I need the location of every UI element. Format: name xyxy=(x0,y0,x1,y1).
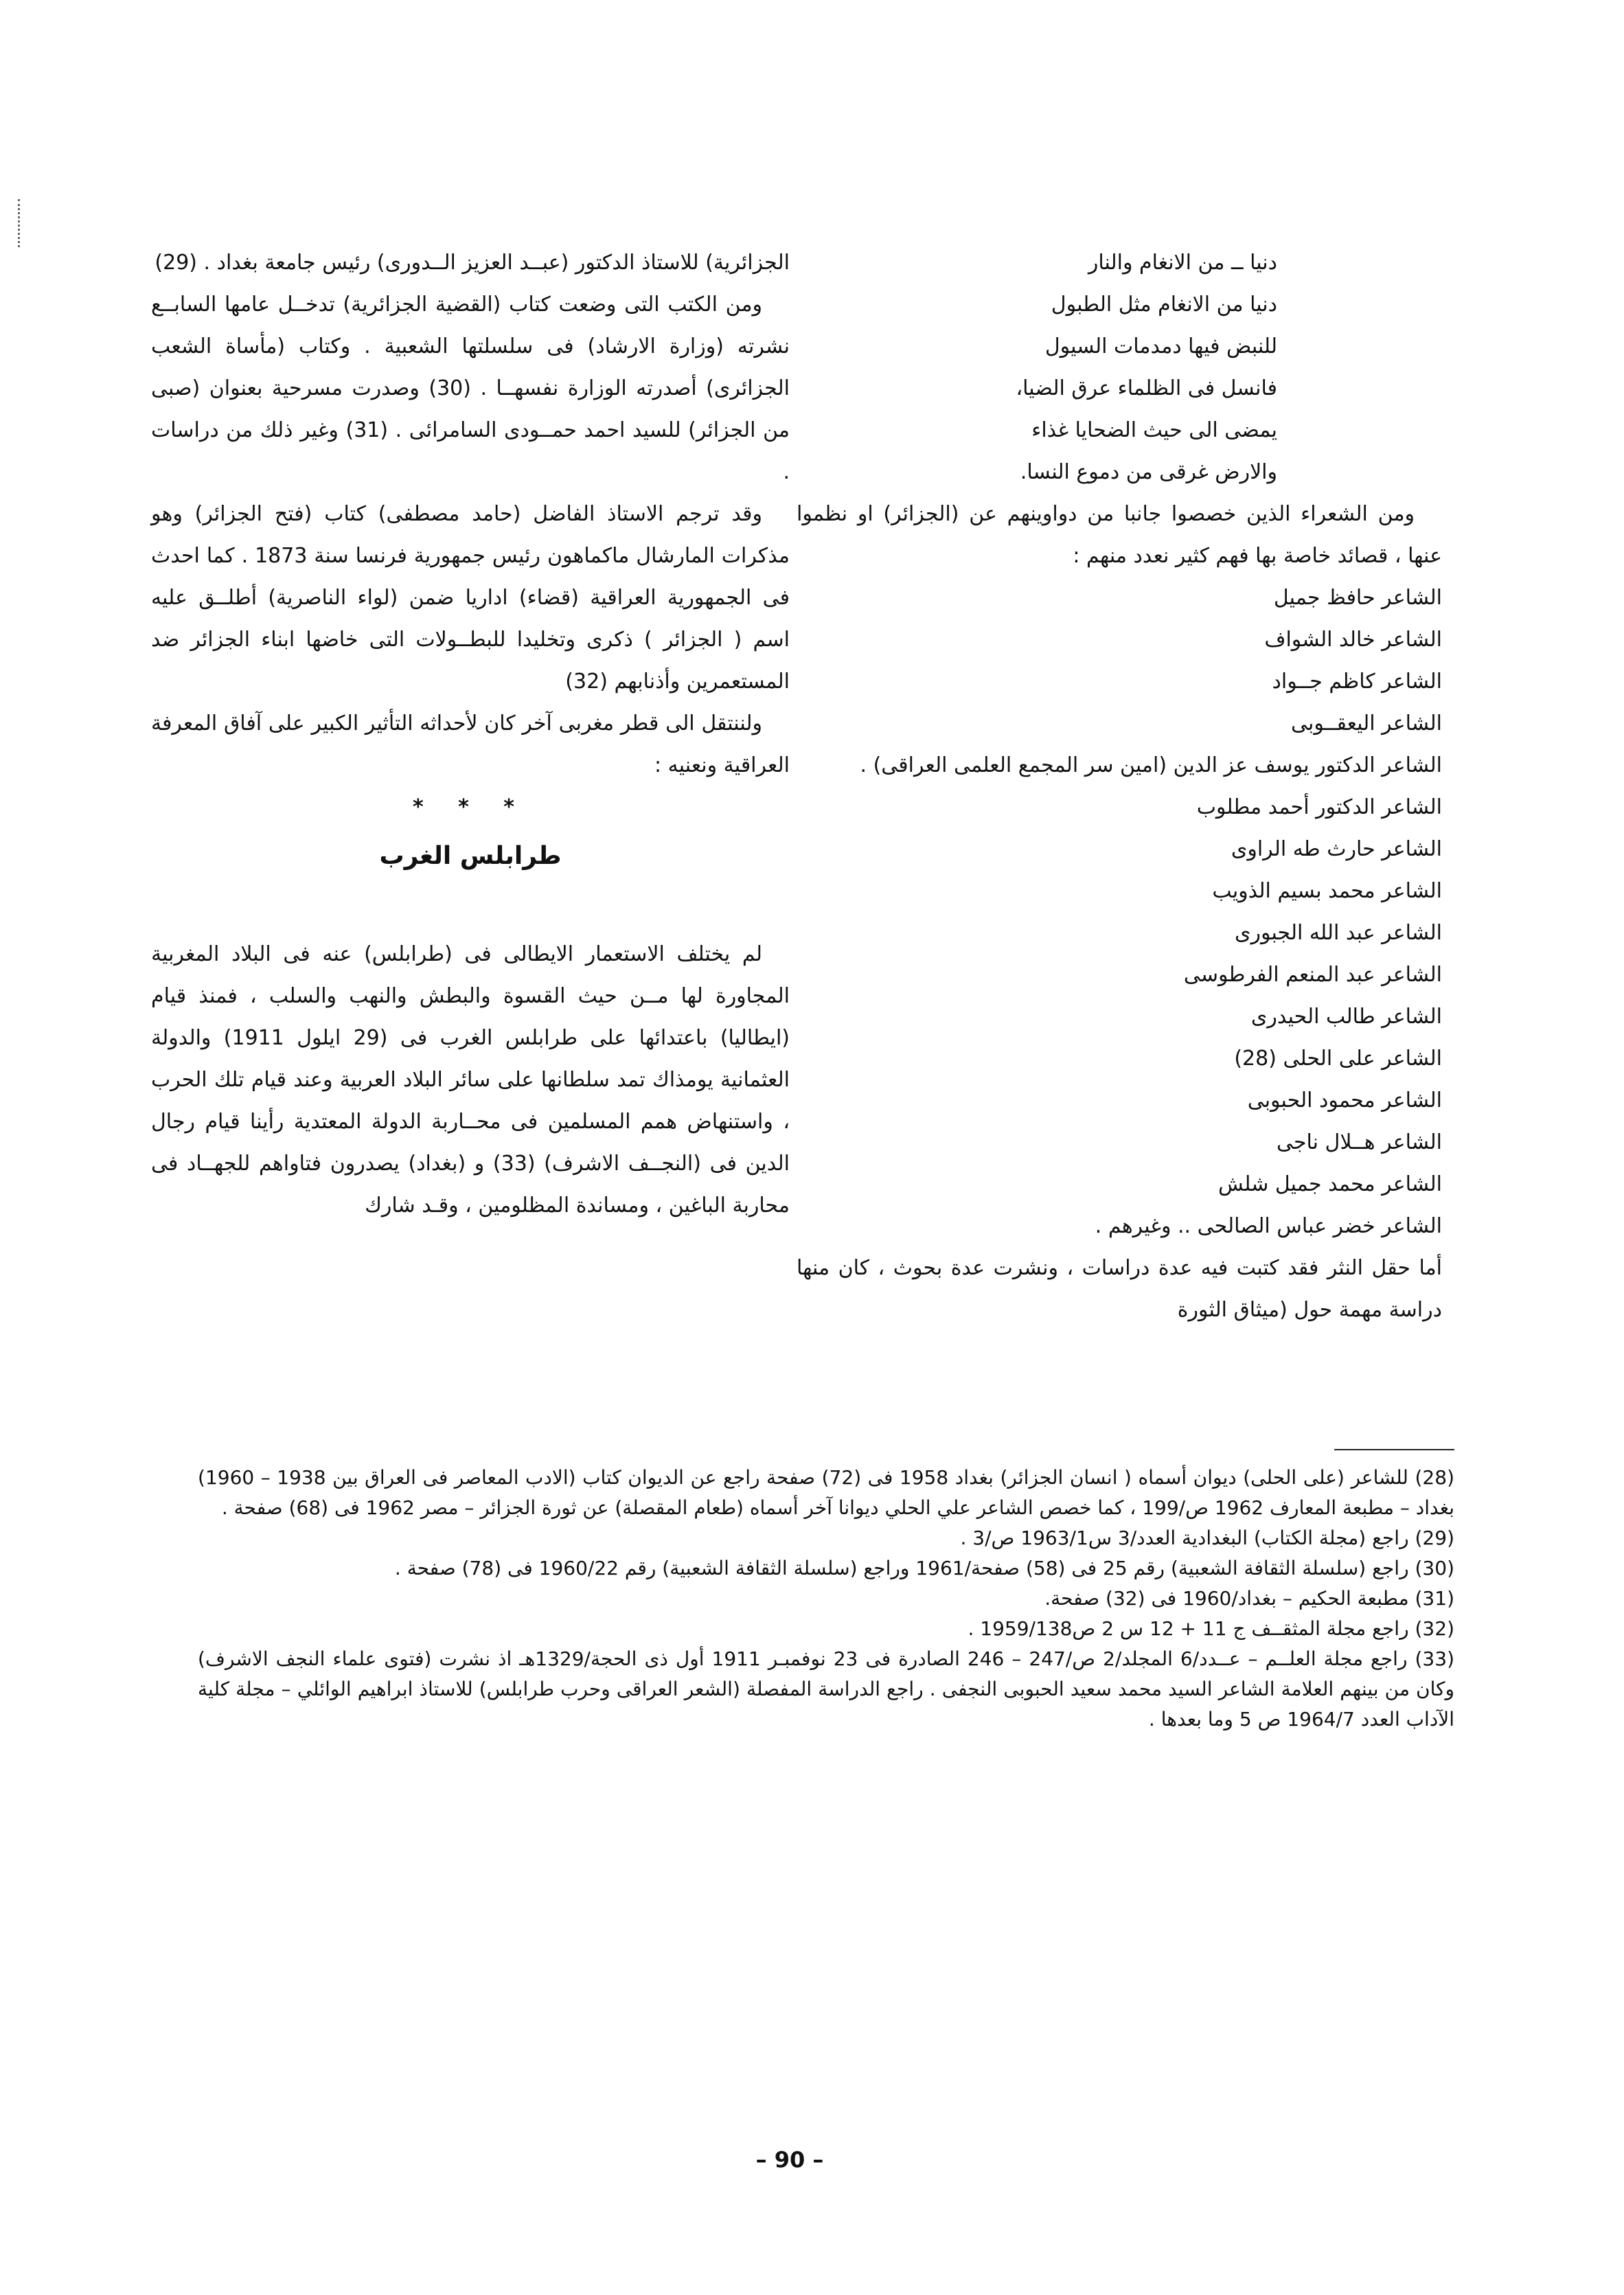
footnote-separator xyxy=(1334,1449,1454,1450)
poet-item: الشاعر عبد الله الجبورى xyxy=(1235,921,1442,945)
poem-line: دنيا ــ من الانغام والنار xyxy=(1088,251,1277,275)
body-paragraph: الجزائرية) للاستاذ الدكتور (عبــد العزيز الــدورى) رئيس جامعة بغداد . (29) xyxy=(155,251,790,275)
poem-line: والارض غرقى من دموع النسا. xyxy=(1020,460,1277,484)
section-heading: طرابلس الغرب xyxy=(379,842,562,870)
prose-intro-paragraph: أما حقل النثر فقد كتبت فيه عدة دراسات ، ونشرت عدة بحوث ، كان منها دراسة مهمة حول (ميثاق الثورة xyxy=(797,1256,1442,1322)
poem-line: يمضى الى حيث الضحايا غذاء xyxy=(1031,418,1277,442)
poem-line: دنيا من الانغام مثل الطبول xyxy=(1051,293,1277,317)
body-paragraph: لم يختلف الاستعمار الايطالى فى (طرابلس) عنه فى البلاد المغربية المجاورة لها مــن حيث القسوة والبطش والنهب والسلب ، فمنذ قيام (ايطاليا) باعتدائها على طرابلس الغرب فى (29 ايلول 1911) والدولة العثمانية يومذاك تمد سلطانها على سائر البلاد العربية وعند قيام تلك الحرب ، واستنهاض همم المسلمين فى محــاربة الدولة المعتدية رأينا قيام رجال الدين فى (النجــف الاشرف) (33) و (بغداد) يصدرون فتاواهم للجهــاد فى محاربة الباغين ، ومساندة المظلومين ، وقـد شارك xyxy=(151,942,790,1218)
poet-item: الشاعر الدكتور يوسف عز الدين (امين سر المجمع العلمى العراقى) . xyxy=(860,753,1442,777)
poet-item: الشاعر اليعقــوبى xyxy=(1291,711,1442,735)
left-column xyxy=(151,242,790,1226)
poet-item: الشاعر كاظم جــواد xyxy=(1272,670,1442,694)
right-column xyxy=(797,242,1442,1331)
footnote: (30) راجع (سلسلة الثقافة الشعبية) رقم 25 فى (58) صفحة/1961 وراجع (سلسلة الثقافة الشعبية) رقم 1960/22 فى (78) صفحة . xyxy=(394,1557,1454,1579)
footnote: (28) للشاعر (على الحلى) ديوان أسماه ( انسان الجزائر) بغداد 1958 فى (72) صفحة راجع عن الديوان كتاب (الادب المعاصر فى العراق بين 1938 – 1960) بغداد – مطبعة المعارف 1962 ص/199 ، كما خصص الشاعر علي الحلي ديوانا آخر أسماه (طعام المقصلة) عن ثورة الجزائر – مصر 1962 فى (68) صفحة . xyxy=(198,1466,1454,1519)
poet-item: الشاعر محمد جميل شلش xyxy=(1218,1172,1442,1196)
poet-item: الشاعر حارث طه الراوى xyxy=(1231,837,1442,861)
poet-item: الشاعر عبد المنعم الفرطوسى xyxy=(1183,963,1442,987)
poet-item: الشاعر طالب الحيدرى xyxy=(1250,1005,1442,1029)
poets-intro-paragraph: ومن الشعراء الذين خصصوا جانبا من دواوينهم عن (الجزائر) او نظموا عنها ، قصائد خاصة بها فهم كثير نعدد منهم : xyxy=(797,502,1442,568)
poet-item: الشاعر الدكتور أحمد مطلوب xyxy=(1196,795,1442,819)
section-divider-stars: * * * xyxy=(413,795,528,819)
scan-artifact xyxy=(18,199,24,247)
poet-item: الشاعر خالد الشواف xyxy=(1264,628,1442,652)
poet-item: الشاعر على الحلى (28) xyxy=(1234,1047,1442,1071)
poem xyxy=(797,242,1442,493)
poet-item: الشاعر خضر عباس الصالحى .. وغيرهم . xyxy=(1095,1214,1442,1238)
page-number: – 90 – xyxy=(755,2147,824,2173)
poet-item: الشاعر محمود الحبوبى xyxy=(1247,1088,1442,1112)
poets-list xyxy=(797,577,1442,1247)
poem-line: للنبض فيها دمدمات السيول xyxy=(1044,334,1277,358)
body-paragraph: ولننتقل الى قطر مغربى آخر كان لأحداثه التأثير الكبير على آفاق المعرفة العراقية ونعنيه : xyxy=(151,711,790,777)
footnotes xyxy=(198,1463,1454,1735)
footnote: (32) راجع مجلة المثقــف ج 11 + 12 س 2 ص1959/138 . xyxy=(968,1617,1454,1640)
footnote: (29) راجع (مجلة الكتاب) البغدادية العدد/3 س1963/1 ص/3 . xyxy=(960,1527,1454,1549)
poet-item: الشاعر محمد بسيم الذويب xyxy=(1212,879,1442,903)
footnote: (33) راجع مجلة العلــم – عــدد/6 المجلد/2 ص/247 – 246 الصادرة فى 23 نوفمبـر 1911 أول ذى الحجة/1329هـ اذ نشرت (فتوى علماء النجف الاشرف) وكان من بينهم العلامة الشاعر السيد محمد سعيد الحبوبى النجفى . راجع الدراسة المفصلة (الشعر العراقى وحرب طرابلس) للاستاذ ابراهيم الوائلي – مجلة كلية الآداب العدد 1964/7 ص 5 وما بعدها . xyxy=(198,1647,1454,1731)
poet-item: الشاعر هــلال ناجى xyxy=(1276,1130,1442,1154)
poem-line: فانسل فى الظلماء عرق الضيا، xyxy=(1016,376,1277,400)
body-paragraph: وقد ترجم الاستاذ الفاضل (حامد مصطفى) كتاب (فتح الجزائر) وهو مذكرات المارشال ماكماهون رئيس جمهورية فرنسا سنة 1873 . كما احدث فى الجمهورية العراقية (قضاء) اداريا ضمن (لواء الناصرية) أطلــق عليه اسم ( الجزائر ) ذكرى وتخليدا للبطــولات التى خاضها ابناء الجزائر ضد المستعمرين وأذنابهم (32) xyxy=(151,502,790,694)
footnote: (31) مطبعة الحكيم – بغداد/1960 فى (32) صفحة. xyxy=(1044,1587,1454,1610)
body-paragraph: ومن الكتب التى وضعت كتاب (القضية الجزائرية) تدخــل عامها السابــع نشرته (وزارة الارشاد) فى سلسلتها الشعبية . وكتاب (مأساة الشعب الجزائرى) أصدرته الوزارة نفسهــا . (30) وصدرت مسرحية بعنوان (صبى من الجزائر) للسيد احمد حمــودى السامرائى . (31) وغير ذلك من دراسات . xyxy=(151,293,790,484)
poet-item: الشاعر حافظ جميل xyxy=(1273,586,1442,610)
